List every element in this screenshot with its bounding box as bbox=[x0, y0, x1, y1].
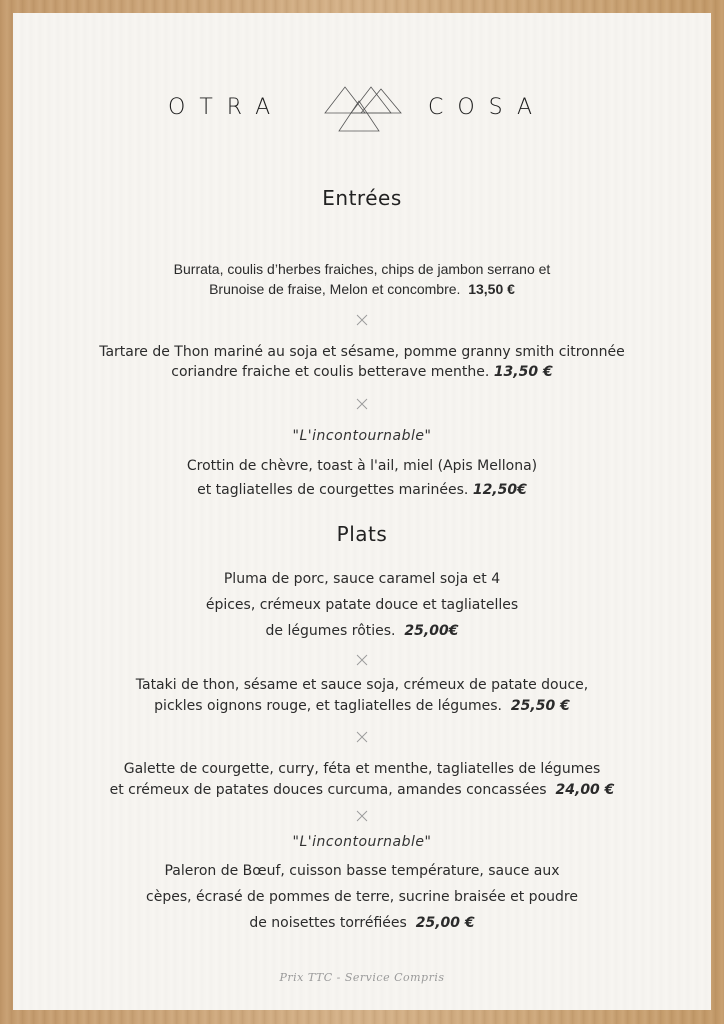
menu-item bbox=[13, 759, 711, 801]
item-price: 24,00 € bbox=[555, 782, 615, 798]
signature-tagline: "L'incontournable" bbox=[292, 834, 432, 850]
item-line: Galette de courgette, curry, féta et menthe, tagliatelles de légumes bbox=[123, 761, 601, 777]
item-line: Brunoise de fraise, Melon et concombre. bbox=[209, 281, 461, 297]
menu-item bbox=[13, 858, 711, 936]
item-line: Paleron de Bœuf, cuisson basse température, sauce aux bbox=[164, 863, 560, 879]
cross-divider-icon bbox=[356, 731, 368, 743]
cross-divider-icon bbox=[356, 810, 368, 822]
item-line: Pluma de porc, sauce caramel soja et 4 bbox=[223, 571, 501, 587]
item-line: et crémeux de patates douces curcuma, amandes concassées bbox=[109, 782, 547, 798]
menu-item bbox=[13, 342, 711, 382]
menu-page bbox=[13, 13, 711, 1010]
item-line: de légumes rôties. bbox=[265, 623, 396, 639]
item-line: Burrata, coulis d’herbes fraiches, chips de jambon serrano et bbox=[173, 261, 551, 277]
item-price: 12,50€ bbox=[472, 482, 527, 498]
section-title-plats: Plats bbox=[336, 522, 388, 546]
menu-item bbox=[13, 566, 711, 644]
signature-tagline: "L'incontournable" bbox=[292, 428, 432, 444]
item-line: Tartare de Thon mariné au soja et sésame, pomme granny smith citronnée bbox=[99, 344, 625, 360]
menu-item bbox=[13, 259, 711, 299]
footer-note: Prix TTC - Service Compris bbox=[279, 971, 445, 984]
item-line: pickles oignons rouge, et tagliatelles de légumes. bbox=[154, 698, 502, 714]
item-price: 25,50 € bbox=[510, 698, 570, 714]
cross-divider-icon bbox=[356, 314, 368, 326]
item-line: Tataki de thon, sésame et sauce soja, crémeux de patate douce, bbox=[135, 677, 589, 693]
section-title-entrees: Entrées bbox=[322, 186, 402, 210]
brand-header bbox=[13, 85, 711, 135]
item-price: 13,50 € bbox=[493, 364, 553, 380]
menu-item bbox=[13, 675, 711, 717]
item-line: coriandre fraiche et coulis betterave menthe. bbox=[171, 364, 490, 380]
brand-name-right: COSA bbox=[428, 95, 547, 120]
cross-divider-icon bbox=[356, 398, 368, 410]
item-line: et tagliatelles de courgettes marinées. bbox=[197, 482, 469, 498]
brand-name-left: OTRA bbox=[168, 95, 285, 120]
cross-divider-icon bbox=[356, 654, 368, 666]
item-price: 25,00€ bbox=[404, 623, 459, 639]
item-price: 13,50 € bbox=[468, 281, 515, 297]
item-line: épices, crémeux patate douce et tagliatelles bbox=[205, 597, 519, 613]
item-line: Crottin de chèvre, toast à l'ail, miel (Apis Mellona) bbox=[186, 458, 538, 474]
triangles-logo-icon bbox=[323, 85, 405, 135]
item-line: cèpes, écrasé de pommes de terre, sucrine braisée et poudre bbox=[146, 889, 578, 905]
item-line: de noisettes torréfiées bbox=[249, 915, 407, 931]
item-price: 25,00 € bbox=[415, 915, 475, 931]
menu-item bbox=[13, 454, 711, 502]
